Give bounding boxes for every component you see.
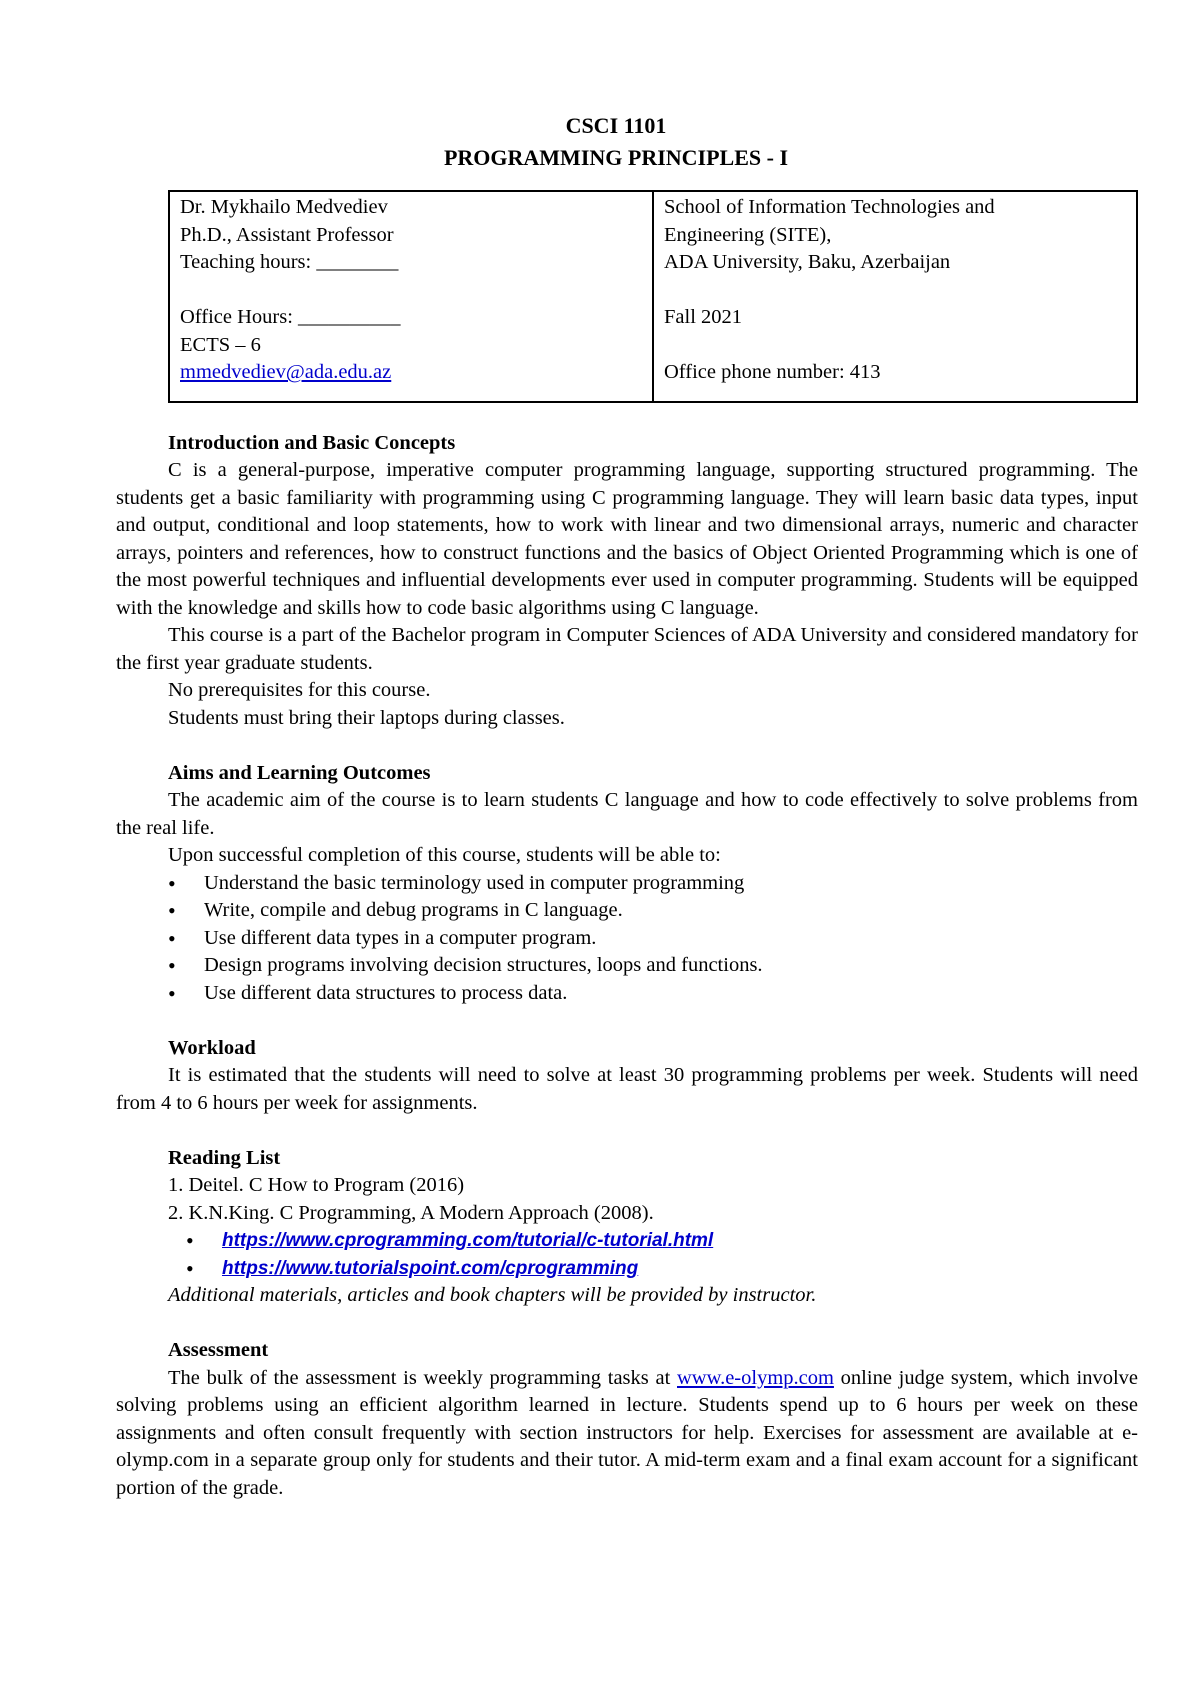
tutorialspoint-link[interactable]: https://www.tutorialspoint.com/cprogramming [222, 1257, 639, 1279]
instructor-email-link[interactable]: mmedvediev@ada.edu.az [180, 361, 392, 383]
intro-section [116, 430, 1138, 733]
ects-credits: ECTS – 6 [180, 333, 261, 356]
list-item: • Use different data structures to process data. [168, 980, 1138, 1008]
school-name-line2: Engineering (SITE), [664, 223, 832, 246]
instructor-cell [169, 191, 653, 402]
reading-heading: Reading List [168, 1146, 281, 1169]
book-1: 1. Deitel. C How to Program (2016) [168, 1174, 465, 1196]
workload-paragraph: It is estimated that the students will need to solve at least 30 programming problems per week. Students will need from 4 to 6 hours per week for assignments. [116, 1064, 1138, 1114]
aims-paragraph-1: The academic aim of the course is to learn students C language and how to code effectively to solve problems from the real life. [116, 789, 1138, 839]
course-code: CSCI 1101 [565, 113, 667, 138]
course-title: PROGRAMMING PRINCIPLES - I [443, 145, 789, 170]
book-2: 2. K.N.King. C Programming, A Modern Approach (2008). [168, 1201, 654, 1224]
outcomes-list [168, 870, 1138, 1008]
aims-section [116, 760, 1138, 1008]
office-phone: Office phone number: 413 [664, 361, 881, 383]
assessment-paragraph [116, 1365, 1138, 1503]
workload-heading: Workload [168, 1036, 256, 1059]
aims-paragraph-2: Upon successful completion of this course, students will be able to: [168, 844, 721, 866]
teaching-hours: Teaching hours: ________ [180, 251, 399, 273]
school-name-line1: School of Information Technologies and [664, 196, 995, 218]
assessment-section [116, 1337, 1138, 1502]
workload-section [116, 1035, 1138, 1118]
reading-links-list [168, 1227, 1138, 1282]
assessment-heading: Assessment [168, 1339, 269, 1361]
cprogramming-link[interactable]: https://www.cprogramming.com/tutorial/c-tutorial.html [222, 1230, 714, 1251]
assessment-text-before: The bulk of the assessment is weekly programming tasks at [168, 1366, 677, 1389]
course-info-table [168, 190, 1138, 403]
instructor-name: Dr. Mykhailo Medvediev [180, 196, 388, 218]
intro-paragraph-4: Students must bring their laptops during classes. [168, 706, 565, 729]
school-cell [653, 191, 1137, 402]
list-item [168, 1227, 1138, 1255]
assessment-text-after: online judge system, which involve solving problems using an efficient algorithm learned in lecture. Students spend up to 6 hours per week on these assignments and often consult frequently with section instructors for help. Exercises for assessment are available at e-olymp.com in a separate group only for students and their tutor. A mid-term exam and a final exam account for a significant portion of the grade. [116, 1366, 1138, 1499]
office-hours: Office Hours: __________ [180, 306, 401, 328]
intro-paragraph-1: C is a general-purpose, imperative computer programming language, supporting structured programming. The students get a basic familiarity with programming using C programming language. They will learn basic data types, input and output, conditional and loop statements, how to work with linear and two dimensional arrays, numeric and character arrays, pointers and references, how to construct functions and the basics of Object Oriented Programming which is one of the most powerful techniques and influential developments ever used in computer programming. Students will be equipped with the knowledge and skills how to code basic algorithms using C language. [116, 459, 1138, 619]
intro-paragraph-3: No prerequisites for this course. [168, 679, 431, 701]
intro-heading: Introduction and Basic Concepts [168, 431, 456, 454]
intro-paragraph-2: This course is a part of the Bachelor program in Computer Sciences of ADA University and considered mandatory for the first year graduate students. [116, 624, 1138, 674]
reading-note: Additional materials, articles and book chapters will be provided by instructor. [168, 1284, 817, 1306]
university-name: ADA University, Baku, Azerbaijan [664, 251, 951, 273]
reading-section [168, 1145, 1138, 1310]
instructor-position: Ph.D., Assistant Professor [180, 223, 394, 246]
list-item [168, 1255, 1138, 1283]
list-item: • Understand the basic terminology used in computer programming [168, 870, 1138, 898]
e-olymp-link[interactable]: www.e-olymp.com [677, 1366, 834, 1389]
list-item: • Write, compile and debug programs in C language. [168, 897, 1138, 925]
semester: Fall 2021 [664, 306, 743, 328]
syllabus-page [116, 110, 1138, 1502]
aims-heading: Aims and Learning Outcomes [168, 761, 431, 784]
list-item: • Design programs involving decision structures, loops and functions. [168, 952, 1138, 980]
list-item: • Use different data types in a computer program. [168, 925, 1138, 953]
